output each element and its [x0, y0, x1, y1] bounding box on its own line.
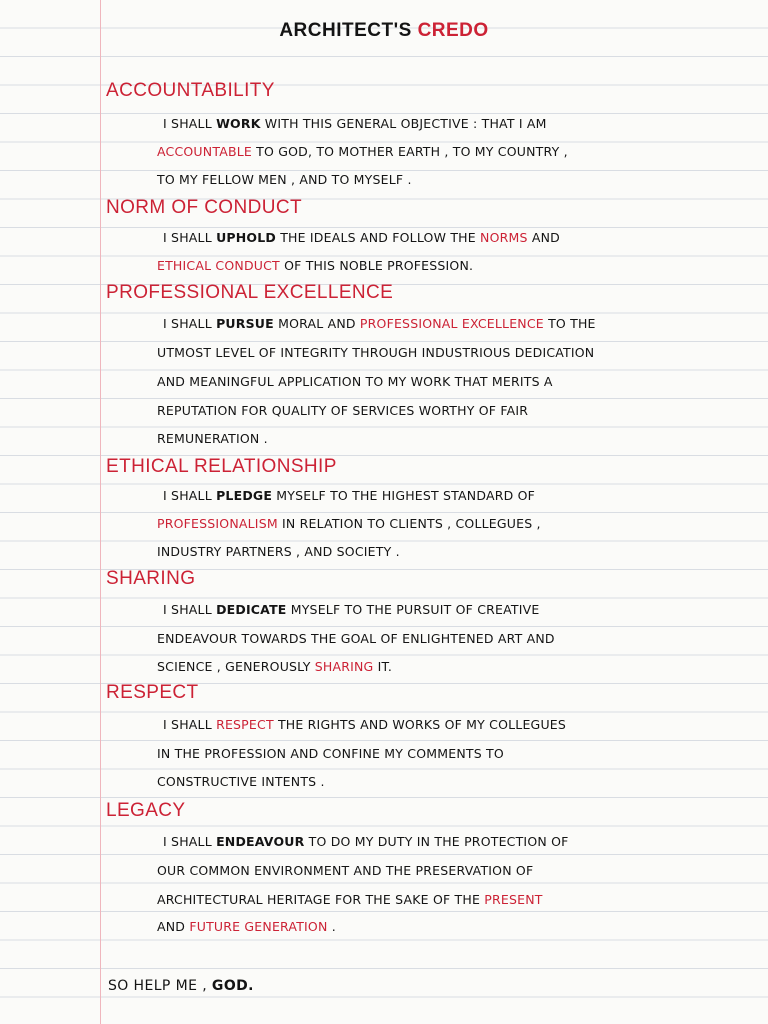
title-main: ARCHITECT'S [279, 20, 412, 41]
legacy-line-4: AND FUTURE GENERATION . [157, 919, 336, 934]
margin-rule [100, 0, 101, 1024]
sharing-line-1: I SHALL DEDICATE MYSELF TO THE PURSUIT OF CREATIVE [163, 602, 540, 617]
legacy-line-2: OUR COMMON ENVIRONMENT AND THE PRESERVATION OF [157, 863, 534, 878]
sharing-line-3: SCIENCE , GENEROUSLY SHARING IT. [157, 659, 393, 674]
legacy-line-1: I SHALL ENDEAVOUR TO DO MY DUTY IN THE PROTECTION OF [163, 834, 569, 849]
heading-accountability: ACCOUNTABILITY [106, 80, 275, 101]
page-title [0, 20, 768, 42]
ethical-line-1: I SHALL PLEDGE MYSELF TO THE HIGHEST STANDARD OF [163, 488, 536, 503]
title-accent: CREDO [417, 20, 489, 41]
heading-respect: RESPECT [106, 682, 199, 703]
heading-ethical-relationship: ETHICAL RELATIONSHIP [106, 456, 337, 477]
excellence-line-5: REMUNERATION . [157, 431, 268, 446]
legacy-line-3: ARCHITECTURAL HERITAGE FOR THE SAKE OF THE PRESENT [157, 892, 543, 907]
excellence-line-4: REPUTATION FOR QUALITY OF SERVICES WORTHY OF FAIR [157, 403, 529, 418]
norm-line-1: I SHALL UPHOLD THE IDEALS AND FOLLOW THE NORMS AND [163, 230, 560, 245]
ethical-line-3: INDUSTRY PARTNERS , AND SOCIETY . [157, 544, 400, 559]
closing-line: SO HELP ME , GOD. [108, 978, 254, 994]
respect-line-3: CONSTRUCTIVE INTENTS . [157, 774, 325, 789]
ethical-line-2: PROFESSIONALISM IN RELATION TO CLIENTS , COLLEGUES , [157, 516, 541, 531]
accountability-line-3: TO MY FELLOW MEN , AND TO MYSELF . [157, 172, 412, 187]
norm-line-2: ETHICAL CONDUCT OF THIS NOBLE PROFESSION. [157, 258, 474, 273]
excellence-line-3: AND MEANINGFUL APPLICATION TO MY WORK THAT MERITS A [157, 374, 553, 389]
heading-sharing: SHARING [106, 568, 196, 589]
accountability-line-1: I SHALL WORK WITH THIS GENERAL OBJECTIVE : THAT I AM [163, 116, 547, 131]
excellence-line-1: I SHALL PURSUE MORAL AND PROFESSIONAL EXCELLENCE TO THE [163, 316, 596, 331]
accountability-line-2: ACCOUNTABLE TO GOD, TO MOTHER EARTH , TO MY COUNTRY , [157, 144, 568, 159]
respect-line-2: IN THE PROFESSION AND CONFINE MY COMMENTS TO [157, 746, 504, 761]
sharing-line-2: ENDEAVOUR TOWARDS THE GOAL OF ENLIGHTENED ART AND [157, 631, 555, 646]
heading-legacy: LEGACY [106, 800, 186, 821]
heading-professional-excellence: PROFESSIONAL EXCELLENCE [106, 282, 394, 303]
excellence-line-2: UTMOST LEVEL OF INTEGRITY THROUGH INDUSTRIOUS DEDICATION [157, 345, 595, 360]
heading-norm-of-conduct: NORM OF CONDUCT [106, 197, 302, 218]
respect-line-1: I SHALL RESPECT THE RIGHTS AND WORKS OF MY COLLEGUES [163, 717, 567, 732]
